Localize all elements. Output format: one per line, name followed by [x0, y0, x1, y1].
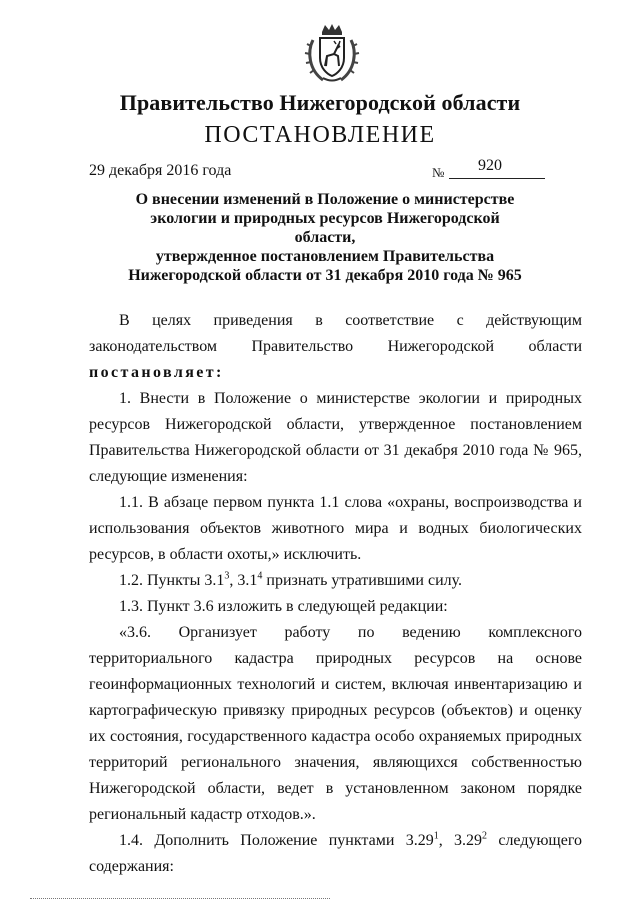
p12-text: , 3.1	[229, 572, 258, 589]
number-underline	[449, 178, 545, 179]
paragraph-1: 1. Внести в Положение о министерстве экологии и природных ресурсов Нижегородской области, утвержденное постановлением Правительства Нижегородской области от 31 декабря 2010 года № 965, следующие изменения:	[89, 390, 582, 485]
document-body	[89, 308, 582, 880]
p14-superscript: 1	[433, 830, 439, 842]
coat-of-arms-emblem	[303, 22, 361, 86]
resolves-word: постановляет:	[89, 364, 224, 381]
p12-superscript: 3	[224, 570, 230, 582]
scan-artifact-line	[30, 898, 330, 901]
p12-text: 1.2. Пункты 3.1	[119, 572, 225, 589]
document-type: ПОСТАНОВЛЕНИЕ	[204, 122, 436, 148]
document-heading	[120, 190, 530, 285]
heading-line: Нижегородской области от 31 декабря 2010 года № 965	[128, 267, 522, 284]
heading-line: утвержденное постановлением Правительства	[155, 248, 495, 265]
paragraph-1-2	[89, 568, 582, 594]
paragraph-1-3-quote: «3.6. Организует работу по ведению комплексного территориального кадастра природных ресурсов на основе геоинформационных технологий и систем, включая инвентаризацию и картографическую привязку природных ресурсов (объектов) и оценку их состояния, государственного кадастра особо охраняемых природных территорий регионального значения, являющихся собственностью Нижегородской области, ведет в установленном законом порядке региональный кадастр отходов.».	[89, 624, 582, 823]
p14-text: следующего содержания:	[89, 832, 583, 875]
heading-line: О внесении изменений в Положение о министерстве	[135, 191, 515, 208]
p12-superscript: 4	[257, 570, 263, 582]
p14-text: 1.4. Дополнить Положение пунктами 3.29	[119, 832, 434, 849]
p14-superscript: 2	[482, 830, 488, 842]
number-label: №	[432, 165, 445, 180]
p14-text: , 3.29	[438, 832, 483, 849]
preamble-text: В целях приведения в соответствие с действующим законодательством Правительство Нижегородской области	[89, 312, 582, 355]
preamble-paragraph	[89, 308, 582, 386]
paragraph-1-3: 1.3. Пункт 3.6 изложить в следующей редакции:	[119, 598, 448, 615]
paragraph-1-4	[89, 828, 582, 880]
paragraph-1-1: 1.1. В абзаце первом пункта 1.1 слова «охраны, воспроизводства и использования объектов животного мира и водных биологических ресурсов, в области охоты,» исключить.	[89, 494, 582, 563]
government-title: Правительство Нижегородской области	[119, 90, 521, 115]
heading-line: экологии и природных ресурсов Нижегородской области,	[150, 210, 500, 246]
p12-text: признать утратившими силу.	[262, 572, 463, 589]
document-number: 920	[478, 157, 502, 174]
document-date: 29 декабря 2016 года	[89, 162, 232, 179]
